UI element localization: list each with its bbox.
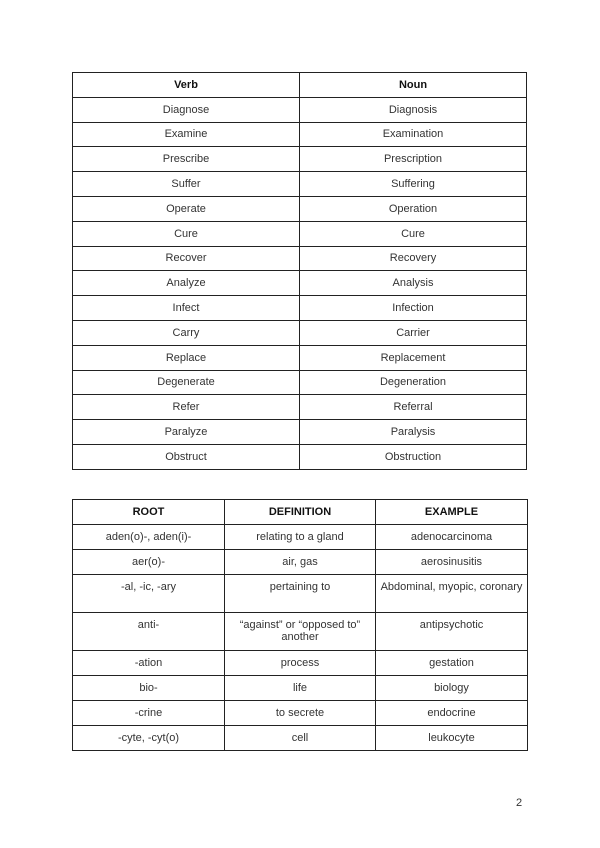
- noun-cell: Infection: [300, 296, 527, 321]
- table-row: [73, 122, 527, 147]
- table-row: [73, 246, 527, 271]
- definition-cell: “against” or “opposed to” another: [225, 613, 376, 651]
- root-cell: anti-: [73, 613, 225, 651]
- verb-cell: Recover: [73, 246, 300, 271]
- verb-cell: Operate: [73, 196, 300, 221]
- verb-cell: Carry: [73, 320, 300, 345]
- table-row: [73, 550, 528, 575]
- verb-noun-table: [72, 72, 527, 470]
- example-cell: adenocarcinoma: [376, 525, 528, 550]
- noun-cell: Operation: [300, 196, 527, 221]
- example-cell: Abdominal, myopic, coronary: [376, 575, 528, 613]
- table-row: [73, 651, 528, 676]
- verb-cell: Degenerate: [73, 370, 300, 395]
- root-cell: -ation: [73, 651, 225, 676]
- table-row: [73, 395, 527, 420]
- verb-cell: Examine: [73, 122, 300, 147]
- example-cell: gestation: [376, 651, 528, 676]
- verb-cell: Cure: [73, 221, 300, 246]
- table-row: [73, 726, 528, 751]
- verb-cell: Prescribe: [73, 147, 300, 172]
- definition-cell: pertaining to: [225, 575, 376, 613]
- header-definition: DEFINITION: [225, 500, 376, 525]
- root-cell: -cyte, -cyt(o): [73, 726, 225, 751]
- table-row: [73, 320, 527, 345]
- table-row: [73, 676, 528, 701]
- table-row: [73, 613, 528, 651]
- noun-cell: Prescription: [300, 147, 527, 172]
- example-cell: aerosinusitis: [376, 550, 528, 575]
- page-number: 2: [516, 797, 523, 809]
- verb-cell: Infect: [73, 296, 300, 321]
- root-cell: aer(o)-: [73, 550, 225, 575]
- table-row: [73, 296, 527, 321]
- example-cell: biology: [376, 676, 528, 701]
- table-row: [73, 701, 528, 726]
- example-cell: leukocyte: [376, 726, 528, 751]
- table-header-row: [73, 500, 528, 525]
- noun-cell: Analysis: [300, 271, 527, 296]
- definition-cell: air, gas: [225, 550, 376, 575]
- header-noun: Noun: [300, 73, 527, 98]
- noun-cell: Diagnosis: [300, 97, 527, 122]
- noun-cell: Paralysis: [300, 420, 527, 445]
- table-row: [73, 420, 527, 445]
- table-row: [73, 444, 527, 469]
- table-row: [73, 370, 527, 395]
- verb-cell: Diagnose: [73, 97, 300, 122]
- table-row: [73, 345, 527, 370]
- root-definition-table: [72, 499, 528, 751]
- noun-cell: Degeneration: [300, 370, 527, 395]
- table-row: [73, 575, 528, 613]
- table-row: [73, 97, 527, 122]
- example-cell: antipsychotic: [376, 613, 528, 651]
- noun-cell: Recovery: [300, 246, 527, 271]
- noun-cell: Carrier: [300, 320, 527, 345]
- table-row: [73, 196, 527, 221]
- verb-cell: Obstruct: [73, 444, 300, 469]
- table-row: [73, 271, 527, 296]
- verb-cell: Refer: [73, 395, 300, 420]
- noun-cell: Obstruction: [300, 444, 527, 469]
- noun-cell: Replacement: [300, 345, 527, 370]
- root-cell: -crine: [73, 701, 225, 726]
- verb-cell: Suffer: [73, 172, 300, 197]
- table-row: [73, 525, 528, 550]
- root-cell: -al, -ic, -ary: [73, 575, 225, 613]
- table-row: [73, 147, 527, 172]
- header-root: ROOT: [73, 500, 225, 525]
- header-example: EXAMPLE: [376, 500, 528, 525]
- noun-cell: Examination: [300, 122, 527, 147]
- header-verb: Verb: [73, 73, 300, 98]
- definition-cell: relating to a gland: [225, 525, 376, 550]
- noun-cell: Referral: [300, 395, 527, 420]
- table-row: [73, 172, 527, 197]
- verb-cell: Paralyze: [73, 420, 300, 445]
- definition-cell: process: [225, 651, 376, 676]
- definition-cell: cell: [225, 726, 376, 751]
- root-cell: aden(o)-, aden(i)-: [73, 525, 225, 550]
- root-cell: bio-: [73, 676, 225, 701]
- example-cell: endocrine: [376, 701, 528, 726]
- definition-cell: to secrete: [225, 701, 376, 726]
- noun-cell: Suffering: [300, 172, 527, 197]
- definition-cell: life: [225, 676, 376, 701]
- table-row: [73, 221, 527, 246]
- table-header-row: [73, 73, 527, 98]
- verb-cell: Analyze: [73, 271, 300, 296]
- noun-cell: Cure: [300, 221, 527, 246]
- verb-cell: Replace: [73, 345, 300, 370]
